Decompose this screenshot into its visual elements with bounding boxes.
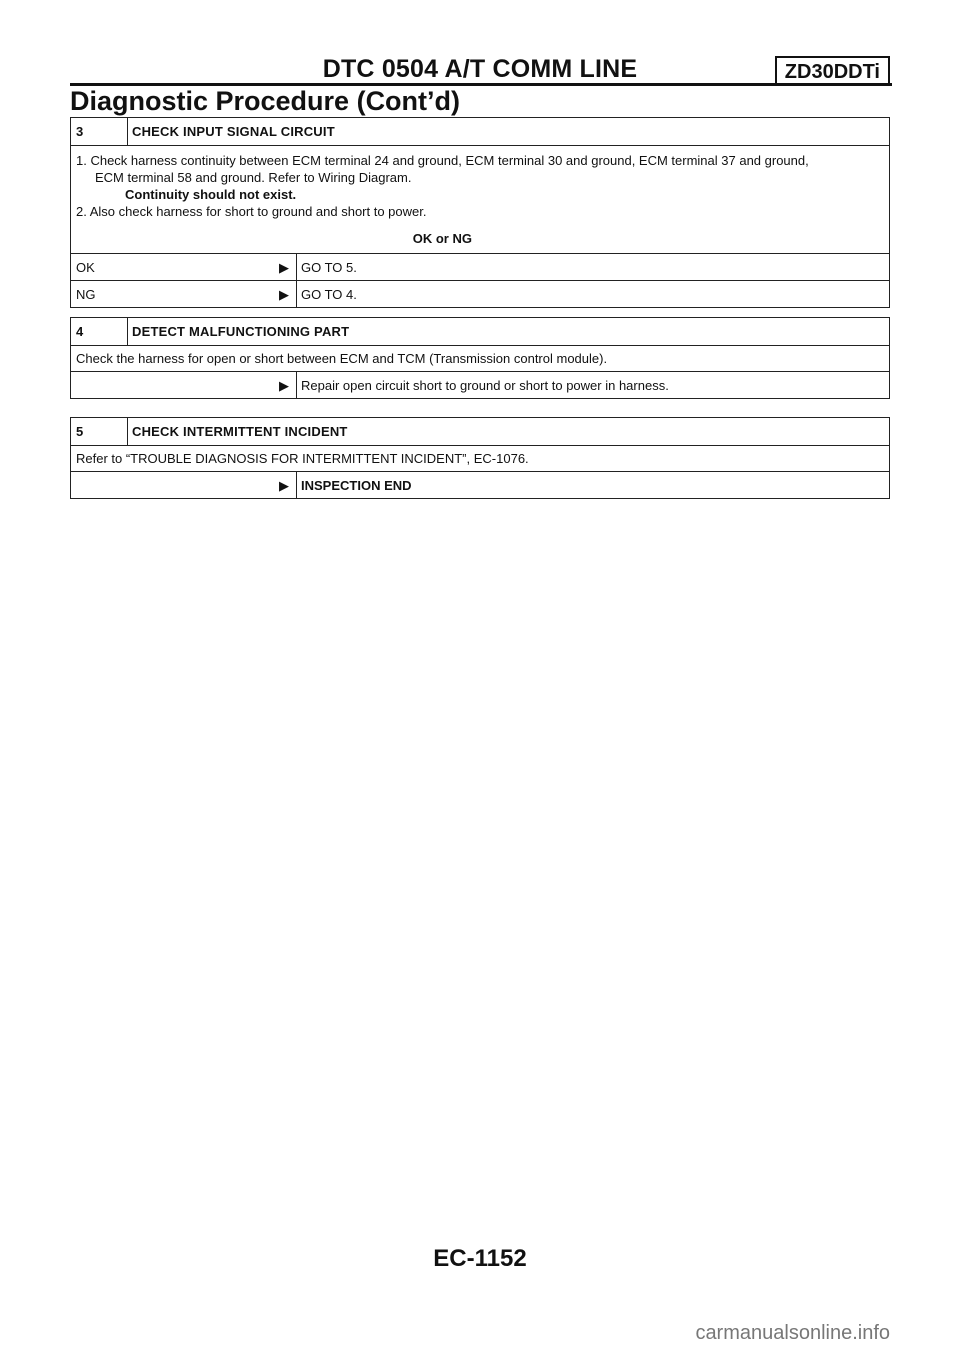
instruction-line: Refer to “TROUBLE DIAGNOSIS FOR INTERMITTENT INCIDENT”, EC-1076. <box>76 451 529 466</box>
watermark: carmanualsonline.info <box>695 1322 890 1344</box>
step-number: 3 <box>71 118 128 145</box>
instruction-line: 2. Also check harness for short to ground and short to power. <box>76 204 427 219</box>
instruction-line: ECM terminal 58 and ground. Refer to Wiring Diagram. <box>95 170 412 185</box>
page-title: DTC 0504 A/T COMM LINE <box>322 55 638 83</box>
requirement-text: Continuity should not exist. <box>125 187 297 202</box>
step-body <box>71 445 889 471</box>
result-label: NG <box>76 286 96 302</box>
result-action: GO TO 5. <box>296 254 889 280</box>
page-number: EC-1152 <box>433 1245 527 1272</box>
step-number: 5 <box>71 418 128 445</box>
step-title: CHECK INTERMITTENT INCIDENT <box>132 424 348 439</box>
step-5-block <box>70 417 890 499</box>
step-number: 4 <box>71 318 128 345</box>
arrow-right-icon: ▶ <box>279 477 289 493</box>
arrow-right-icon: ▶ <box>279 259 289 275</box>
result-action: INSPECTION END <box>296 472 889 498</box>
arrow-right-icon: ▶ <box>279 377 289 393</box>
step-title: DETECT MALFUNCTIONING PART <box>132 324 350 339</box>
result-label: OK <box>76 259 95 275</box>
step-4-block <box>70 317 890 399</box>
step-header <box>71 418 889 445</box>
step-header <box>71 318 889 345</box>
result-action: Repair open circuit short to ground or short to power in harness. <box>296 372 889 398</box>
instruction-line: Check the harness for open or short between ECM and TCM (Transmission control module). <box>76 351 608 366</box>
result-row <box>71 471 889 498</box>
step-header <box>71 118 889 145</box>
result-row <box>71 280 889 307</box>
arrow-right-icon: ▶ <box>279 286 289 302</box>
result-action: GO TO 4. <box>296 281 889 307</box>
step-body <box>71 145 889 253</box>
decision-question: OK or NG <box>412 231 472 246</box>
step-body <box>71 345 889 371</box>
result-row <box>71 253 889 280</box>
step-3-block <box>70 117 890 308</box>
result-row <box>71 371 889 398</box>
engine-badge: ZD30DDTi <box>775 56 890 86</box>
step-title: CHECK INPUT SIGNAL CIRCUIT <box>132 124 335 139</box>
instruction-line: 1. Check harness continuity between ECM terminal 24 and ground, ECM terminal 30 and ground, ECM terminal 37 and ground, <box>76 153 809 168</box>
page-subtitle: Diagnostic Procedure (Cont’d) <box>70 86 461 116</box>
